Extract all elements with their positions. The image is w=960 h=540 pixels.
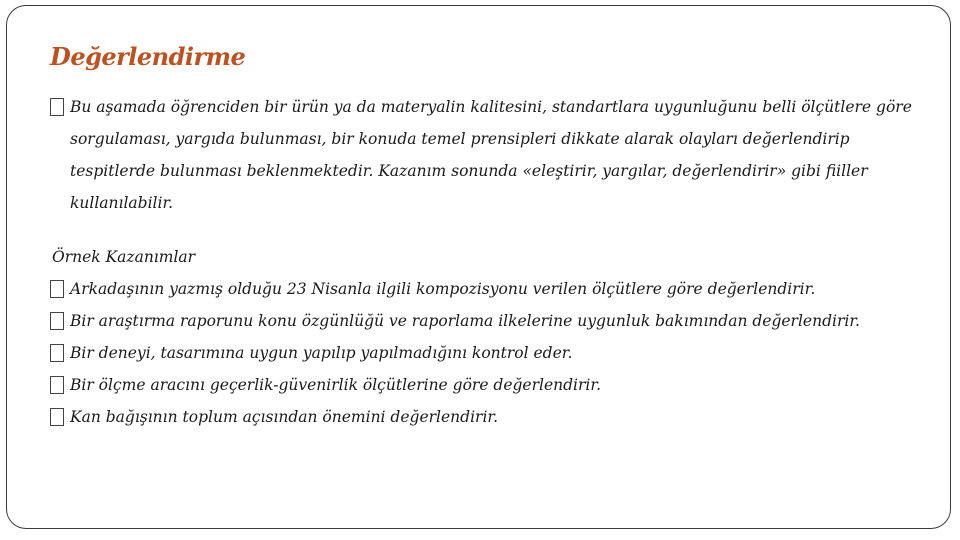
list-item <box>50 305 930 337</box>
list-item <box>50 401 930 433</box>
slide-content <box>50 42 930 433</box>
examples-list <box>50 273 930 433</box>
missing-glyph-box-icon <box>50 98 64 116</box>
list-item <box>50 273 930 305</box>
intro-paragraph <box>50 91 930 219</box>
list-item <box>50 337 930 369</box>
example-text: Bir ölçme aracını geçerlik-güvenirlik ölçütlerine göre değerlendirir. <box>70 376 602 394</box>
slide-title: Değerlendirme <box>50 42 246 71</box>
list-item <box>50 369 930 401</box>
examples-heading: Örnek Kazanımlar <box>52 248 196 266</box>
missing-glyph-box-icon <box>50 344 64 362</box>
example-text: Bir deneyi, tasarımına uygun yapılıp yapılmadığını kontrol eder. <box>70 344 573 362</box>
missing-glyph-box-icon <box>50 312 64 330</box>
missing-glyph-box-icon <box>50 408 64 426</box>
intro-text: Bu aşamada öğrenciden bir ürün ya da materyalin kalitesini, standartlara uygunluğunu belli ölçütlere göre sorgulaması, yargıda bulunması, bir konuda temel prensipleri dikkate alarak olayları değerlendirip tespitlerde bulunması beklenmektedir. Kazanım sonunda «eleştirir, yargılar, değerlendirir» gibi fiiller kullanılabilir. <box>70 98 912 212</box>
example-text: Bir araştırma raporunu konu özgünlüğü ve raporlama ilkelerine uygunluk bakımından değerlendirir. <box>70 312 860 330</box>
missing-glyph-box-icon <box>50 280 64 298</box>
example-text: Arkadaşının yazmış olduğu 23 Nisanla ilgili kompozisyonu verilen ölçütlere göre değerlendirir. <box>70 280 816 298</box>
missing-glyph-box-icon <box>50 376 64 394</box>
example-text: Kan bağışının toplum açısından önemini değerlendirir. <box>70 408 499 426</box>
